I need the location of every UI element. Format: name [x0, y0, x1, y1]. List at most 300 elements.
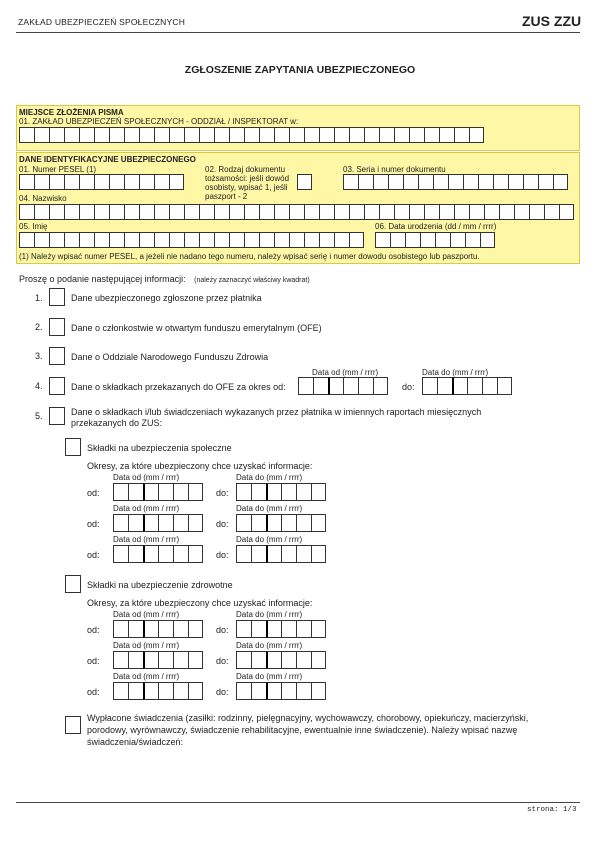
char-cell[interactable] — [169, 204, 184, 220]
period-date-from[interactable] — [113, 483, 203, 501]
item-4-from-label: Data od (mm / rrrr) — [312, 368, 379, 377]
char-cell[interactable] — [418, 174, 433, 190]
date-cell[interactable] — [173, 620, 188, 638]
date-cell[interactable] — [158, 545, 173, 563]
char-cell[interactable] — [199, 204, 214, 220]
date-cell[interactable] — [281, 682, 296, 700]
doc-type-label-1: 02. Rodzaj dokumentu — [205, 165, 286, 174]
char-cell[interactable] — [109, 204, 124, 220]
date-cell[interactable] — [143, 545, 158, 563]
doc-number-input[interactable] — [343, 174, 568, 190]
period-from-label: Data od (mm / rrrr) — [113, 641, 180, 650]
date-cell[interactable] — [158, 514, 173, 532]
date-cell[interactable] — [188, 514, 203, 532]
date-cell[interactable] — [143, 483, 158, 501]
date-cell[interactable] — [251, 651, 266, 669]
char-cell[interactable] — [334, 127, 349, 143]
period-date-from[interactable] — [113, 682, 203, 700]
char-cell[interactable] — [214, 204, 229, 220]
period-date-to[interactable] — [236, 682, 326, 700]
date-cell[interactable] — [158, 620, 173, 638]
char-cell[interactable] — [64, 232, 79, 248]
char-cell[interactable] — [169, 174, 184, 190]
char-cell[interactable] — [79, 127, 94, 143]
date-cell[interactable] — [173, 651, 188, 669]
date-cell[interactable] — [236, 483, 251, 501]
char-cell[interactable] — [478, 174, 493, 190]
period-to-label: Data do (mm / rrrr) — [236, 672, 303, 681]
page-title: ZGŁOSZENIE ZAPYTANIA UBEZPIECZONEGO — [184, 64, 416, 76]
period-to-label: Data do (mm / rrrr) — [236, 504, 303, 513]
benefits-text-1: Wypłacone świadczenia (zasiłki: rodzinny, pielęgnacyjny, wychowawczy, chorobowy, opiekuńczy, macierzyński, — [87, 713, 529, 723]
char-cell[interactable] — [139, 127, 154, 143]
period-od: od: — [87, 656, 100, 666]
date-cell[interactable] — [296, 483, 311, 501]
char-cell[interactable] — [19, 174, 34, 190]
request-intro — [19, 273, 310, 287]
doc-type-input[interactable] — [297, 174, 312, 190]
char-cell[interactable] — [229, 232, 244, 248]
char-cell[interactable] — [409, 204, 424, 220]
char-cell[interactable] — [435, 232, 450, 248]
org-name: ZAKŁAD UBEZPIECZEŃ SPOŁECZNYCH — [18, 17, 186, 27]
date-cell[interactable] — [311, 545, 326, 563]
date-cell[interactable] — [343, 377, 358, 395]
health-label: Składki na ubezpieczenie zdrowotne — [87, 580, 233, 590]
period-date-from[interactable] — [113, 651, 203, 669]
char-cell[interactable] — [49, 174, 64, 190]
date-cell[interactable] — [113, 545, 128, 563]
char-cell[interactable] — [154, 232, 169, 248]
date-cell[interactable] — [188, 545, 203, 563]
doc-type-label-3: osobisty, wpisać 1, jeśli — [205, 183, 288, 192]
char-cell[interactable] — [304, 204, 319, 220]
date-cell[interactable] — [296, 620, 311, 638]
date-cell[interactable] — [173, 514, 188, 532]
char-cell[interactable] — [124, 174, 139, 190]
char-cell[interactable] — [529, 204, 544, 220]
section-place-heading: MIEJSCE ZŁOŻENIA PISMA — [19, 108, 124, 117]
period-from-label: Data od (mm / rrrr) — [113, 504, 180, 513]
page-number: strona: 1/3 — [527, 806, 577, 814]
char-cell[interactable] — [499, 204, 514, 220]
char-cell[interactable] — [544, 204, 559, 220]
period-date-to[interactable] — [236, 514, 326, 532]
period-to-label: Data do (mm / rrrr) — [236, 535, 303, 544]
char-cell[interactable] — [523, 174, 538, 190]
char-cell[interactable] — [109, 127, 124, 143]
char-cell[interactable] — [229, 127, 244, 143]
date-cell[interactable] — [158, 483, 173, 501]
surname-label: 04. Nazwisko — [19, 194, 67, 203]
date-cell[interactable] — [311, 651, 326, 669]
date-cell[interactable] — [113, 514, 128, 532]
date-cell[interactable] — [328, 377, 343, 395]
char-cell[interactable] — [244, 127, 259, 143]
char-cell[interactable] — [349, 204, 364, 220]
char-cell[interactable] — [469, 204, 484, 220]
item-4-text: Dane o składkach przekazanych do OFE za okres od: — [71, 382, 286, 392]
char-cell[interactable] — [349, 127, 364, 143]
char-cell[interactable] — [184, 127, 199, 143]
date-cell[interactable] — [311, 620, 326, 638]
office-input[interactable] — [19, 127, 484, 143]
period-from-label: Data od (mm / rrrr) — [113, 473, 180, 482]
char-cell[interactable] — [304, 232, 319, 248]
char-cell[interactable] — [439, 127, 454, 143]
char-cell[interactable] — [259, 127, 274, 143]
char-cell[interactable] — [154, 174, 169, 190]
date-cell[interactable] — [281, 651, 296, 669]
date-cell[interactable] — [188, 651, 203, 669]
char-cell[interactable] — [199, 232, 214, 248]
header-divider — [16, 32, 580, 33]
period-do: do: — [216, 687, 229, 697]
char-cell[interactable] — [450, 232, 465, 248]
date-cell[interactable] — [113, 620, 128, 638]
char-cell[interactable] — [214, 232, 229, 248]
date-cell[interactable] — [173, 483, 188, 501]
date-cell[interactable] — [437, 377, 452, 395]
period-from-label: Data od (mm / rrrr) — [113, 610, 180, 619]
item-4-checkbox[interactable] — [49, 377, 65, 395]
request-intro-note: (należy zaznaczyć właściwy kwadrat) — [194, 277, 310, 284]
char-cell[interactable] — [49, 232, 64, 248]
item-5-num: 5. — [35, 411, 43, 421]
char-cell[interactable] — [364, 204, 379, 220]
char-cell[interactable] — [480, 232, 495, 248]
period-from-label: Data od (mm / rrrr) — [113, 535, 180, 544]
period-od: od: — [87, 519, 100, 529]
char-cell[interactable] — [454, 127, 469, 143]
item-3-text: Dane o Oddziale Narodowego Funduszu Zdrowia — [71, 352, 269, 362]
date-cell[interactable] — [266, 514, 281, 532]
date-cell[interactable] — [128, 483, 143, 501]
date-cell[interactable] — [188, 483, 203, 501]
date-cell[interactable] — [143, 651, 158, 669]
benefits-text-3: świadczenia/świadczeń: — [87, 737, 184, 747]
char-cell[interactable] — [334, 204, 349, 220]
date-cell[interactable] — [467, 377, 482, 395]
char-cell[interactable] — [34, 174, 49, 190]
period-do: do: — [216, 656, 229, 666]
period-date-from[interactable] — [113, 620, 203, 638]
char-cell[interactable] — [139, 174, 154, 190]
date-cell[interactable] — [236, 682, 251, 700]
char-cell[interactable] — [169, 232, 184, 248]
date-cell[interactable] — [188, 682, 203, 700]
date-cell[interactable] — [143, 620, 158, 638]
period-date-to[interactable] — [236, 545, 326, 563]
char-cell[interactable] — [420, 232, 435, 248]
char-cell[interactable] — [64, 174, 79, 190]
benefits-text-2: porodowy, wyrównawczy, świadczenie rehabilitacyjne, ewentualnie inne świadczenie). Należy wpisać nazwę — [87, 725, 518, 735]
char-cell[interactable] — [319, 204, 334, 220]
char-cell[interactable] — [379, 127, 394, 143]
date-cell[interactable] — [482, 377, 497, 395]
date-cell[interactable] — [251, 514, 266, 532]
doc-type-label-2: tożsamości: jeśli dowód — [205, 174, 290, 183]
char-cell[interactable] — [139, 204, 154, 220]
char-cell[interactable] — [124, 204, 139, 220]
date-cell[interactable] — [158, 682, 173, 700]
char-cell[interactable] — [388, 174, 403, 190]
date-cell[interactable] — [311, 682, 326, 700]
period-to-label: Data do (mm / rrrr) — [236, 641, 303, 650]
char-cell[interactable] — [405, 232, 420, 248]
char-cell[interactable] — [124, 232, 139, 248]
char-cell[interactable] — [94, 204, 109, 220]
char-cell[interactable] — [469, 127, 484, 143]
char-cell[interactable] — [364, 127, 379, 143]
char-cell[interactable] — [375, 232, 390, 248]
period-date-to[interactable] — [236, 620, 326, 638]
char-cell[interactable] — [274, 204, 289, 220]
date-cell[interactable] — [311, 483, 326, 501]
section-id-heading: DANE IDENTYFIKACYJNE UBEZPIECZONEGO — [19, 155, 196, 164]
date-cell[interactable] — [236, 514, 251, 532]
period-to-label: Data do (mm / rrrr) — [236, 610, 303, 619]
char-cell[interactable] — [394, 204, 409, 220]
char-cell[interactable] — [139, 232, 154, 248]
item-4-do-label: do: — [402, 382, 415, 392]
char-cell[interactable] — [334, 232, 349, 248]
char-cell[interactable] — [34, 232, 49, 248]
char-cell[interactable] — [94, 232, 109, 248]
date-cell[interactable] — [266, 545, 281, 563]
item-5-text-1: Dane o składkach i/lub świadczeniach wykazanych przez płatnika w imiennych raportach miesięcznych — [71, 407, 482, 417]
date-cell[interactable] — [251, 545, 266, 563]
date-cell[interactable] — [128, 545, 143, 563]
char-cell[interactable] — [154, 127, 169, 143]
char-cell[interactable] — [319, 232, 334, 248]
char-cell[interactable] — [124, 127, 139, 143]
date-cell[interactable] — [422, 377, 437, 395]
date-cell[interactable] — [452, 377, 467, 395]
char-cell[interactable] — [559, 204, 574, 220]
char-cell[interactable] — [19, 127, 34, 143]
char-cell[interactable] — [553, 174, 568, 190]
pesel-note: (1) Należy wpisać numer PESEL, a jeżeli nie nadano tego numeru, należy wpisać serię i numer dowodu osobistego lub paszportu. — [19, 252, 480, 261]
item-5-text-2: przekazanych do ZUS: — [71, 418, 163, 428]
field-01-label: 01. ZAKŁAD UBEZPIECZEŃ SPOŁECZNYCH - ODDZIAŁ / INSPEKTORAT w: — [19, 117, 299, 126]
char-cell[interactable] — [424, 204, 439, 220]
pesel-label: 01. Numer PESEL (1) — [19, 165, 97, 174]
period-date-to[interactable] — [236, 651, 326, 669]
date-cell[interactable] — [143, 682, 158, 700]
birthdate-input[interactable] — [375, 232, 495, 248]
date-cell[interactable] — [266, 682, 281, 700]
date-cell[interactable] — [113, 483, 128, 501]
item-4-num: 4. — [35, 381, 43, 391]
period-date-to[interactable] — [236, 483, 326, 501]
item-1-checkbox[interactable] — [49, 288, 65, 306]
item-3-checkbox[interactable] — [49, 347, 65, 365]
date-cell[interactable] — [251, 620, 266, 638]
char-cell[interactable] — [274, 232, 289, 248]
period-od: od: — [87, 488, 100, 498]
date-cell[interactable] — [281, 514, 296, 532]
date-cell[interactable] — [128, 514, 143, 532]
period-od: od: — [87, 550, 100, 560]
char-cell[interactable] — [229, 204, 244, 220]
date-cell[interactable] — [236, 651, 251, 669]
date-cell[interactable] — [311, 514, 326, 532]
period-date-from[interactable] — [113, 514, 203, 532]
char-cell[interactable] — [109, 232, 124, 248]
char-cell[interactable] — [538, 174, 553, 190]
firstname-input[interactable] — [19, 232, 364, 248]
char-cell[interactable] — [304, 127, 319, 143]
char-cell[interactable] — [184, 232, 199, 248]
char-cell[interactable] — [439, 204, 454, 220]
item-2-num: 2. — [35, 322, 43, 332]
date-cell[interactable] — [281, 545, 296, 563]
char-cell[interactable] — [259, 232, 274, 248]
char-cell[interactable] — [424, 127, 439, 143]
period-from-label: Data od (mm / rrrr) — [113, 672, 180, 681]
char-cell[interactable] — [49, 127, 64, 143]
char-cell[interactable] — [508, 174, 523, 190]
char-cell[interactable] — [484, 204, 499, 220]
char-cell[interactable] — [244, 204, 259, 220]
date-cell[interactable] — [296, 545, 311, 563]
period-do: do: — [216, 550, 229, 560]
date-cell[interactable] — [143, 514, 158, 532]
char-cell[interactable] — [433, 174, 448, 190]
char-cell[interactable] — [109, 174, 124, 190]
char-cell[interactable] — [199, 127, 214, 143]
date-cell[interactable] — [296, 514, 311, 532]
item-1-num: 1. — [35, 293, 43, 303]
char-cell[interactable] — [514, 204, 529, 220]
char-cell[interactable] — [154, 204, 169, 220]
char-cell[interactable] — [79, 174, 94, 190]
char-cell[interactable] — [19, 232, 34, 248]
char-cell[interactable] — [184, 204, 199, 220]
char-cell[interactable] — [379, 204, 394, 220]
date-cell[interactable] — [113, 682, 128, 700]
char-cell[interactable] — [289, 232, 304, 248]
item-2-text: Dane o członkostwie w otwartym funduszu emerytalnym (OFE) — [71, 323, 322, 333]
char-cell[interactable] — [373, 174, 388, 190]
date-cell[interactable] — [281, 483, 296, 501]
char-cell[interactable] — [403, 174, 418, 190]
firstname-label: 05. Imię — [19, 222, 48, 231]
char-cell[interactable] — [259, 204, 274, 220]
char-cell[interactable] — [19, 204, 34, 220]
char-cell[interactable] — [409, 127, 424, 143]
date-cell[interactable] — [266, 483, 281, 501]
date-cell[interactable] — [173, 682, 188, 700]
date-cell[interactable] — [236, 620, 251, 638]
char-cell[interactable] — [394, 127, 409, 143]
date-cell[interactable] — [113, 651, 128, 669]
date-cell[interactable] — [173, 545, 188, 563]
char-cell[interactable] — [358, 174, 373, 190]
date-cell[interactable] — [313, 377, 328, 395]
request-intro-text: Proszę o podanie następującej informacji: — [19, 274, 186, 284]
char-cell[interactable] — [465, 232, 480, 248]
char-cell[interactable] — [274, 127, 289, 143]
pesel-input[interactable] — [19, 174, 184, 190]
char-cell[interactable] — [448, 174, 463, 190]
social-label: Składki na ubezpieczenia społeczne — [87, 443, 232, 453]
char-cell[interactable] — [349, 232, 364, 248]
period-do: do: — [216, 488, 229, 498]
date-cell[interactable] — [296, 651, 311, 669]
date-cell[interactable] — [251, 483, 266, 501]
date-cell[interactable] — [281, 620, 296, 638]
char-cell[interactable] — [94, 127, 109, 143]
date-cell[interactable] — [236, 545, 251, 563]
date-cell[interactable] — [128, 620, 143, 638]
char-cell[interactable] — [64, 127, 79, 143]
date-cell[interactable] — [188, 620, 203, 638]
item-5-checkbox[interactable] — [49, 407, 65, 425]
date-cell[interactable] — [497, 377, 512, 395]
char-cell[interactable] — [49, 204, 64, 220]
benefits-checkbox[interactable] — [65, 716, 81, 734]
item-1-text: Dane ubezpieczonego zgłoszone przez płatnika — [71, 293, 262, 303]
char-cell[interactable] — [289, 127, 304, 143]
date-cell[interactable] — [358, 377, 373, 395]
char-cell[interactable] — [64, 204, 79, 220]
char-cell[interactable] — [79, 232, 94, 248]
date-cell[interactable] — [373, 377, 388, 395]
char-cell[interactable] — [493, 174, 508, 190]
char-cell[interactable] — [343, 174, 358, 190]
char-cell[interactable] — [319, 127, 334, 143]
period-date-from[interactable] — [113, 545, 203, 563]
char-cell[interactable] — [94, 174, 109, 190]
char-cell[interactable] — [34, 204, 49, 220]
health-checkbox[interactable] — [65, 575, 81, 593]
date-cell[interactable] — [251, 682, 266, 700]
date-cell[interactable] — [266, 651, 281, 669]
period-to-label: Data do (mm / rrrr) — [236, 473, 303, 482]
date-cell[interactable] — [266, 620, 281, 638]
item-3-num: 3. — [35, 351, 43, 361]
period-od: od: — [87, 687, 100, 697]
item-4-date-to[interactable] — [422, 377, 512, 395]
period-od: od: — [87, 625, 100, 635]
char-cell[interactable] — [34, 127, 49, 143]
char-cell[interactable] — [244, 232, 259, 248]
char-cell[interactable] — [79, 204, 94, 220]
date-cell[interactable] — [298, 377, 313, 395]
char-cell[interactable] — [289, 204, 304, 220]
date-cell[interactable] — [296, 682, 311, 700]
char-cell[interactable] — [454, 204, 469, 220]
period-do: do: — [216, 625, 229, 635]
item-2-checkbox[interactable] — [49, 318, 65, 336]
social-periods-label: Okresy, za które ubezpieczony chce uzyskać informacje: — [87, 461, 313, 471]
char-cell[interactable] — [463, 174, 478, 190]
char-cell[interactable] — [214, 127, 229, 143]
char-cell[interactable] — [390, 232, 405, 248]
footer-divider — [16, 802, 580, 803]
date-cell[interactable] — [128, 651, 143, 669]
char-cell[interactable] — [169, 127, 184, 143]
date-cell[interactable] — [128, 682, 143, 700]
item-4-to-label: Data do (mm / rrrr) — [422, 368, 489, 377]
health-periods-label: Okresy, za które ubezpieczony chce uzyskać informacje: — [87, 598, 313, 608]
item-4-date-from[interactable] — [298, 377, 388, 395]
date-cell[interactable] — [158, 651, 173, 669]
surname-input[interactable] — [19, 204, 574, 220]
social-checkbox[interactable] — [65, 438, 81, 456]
